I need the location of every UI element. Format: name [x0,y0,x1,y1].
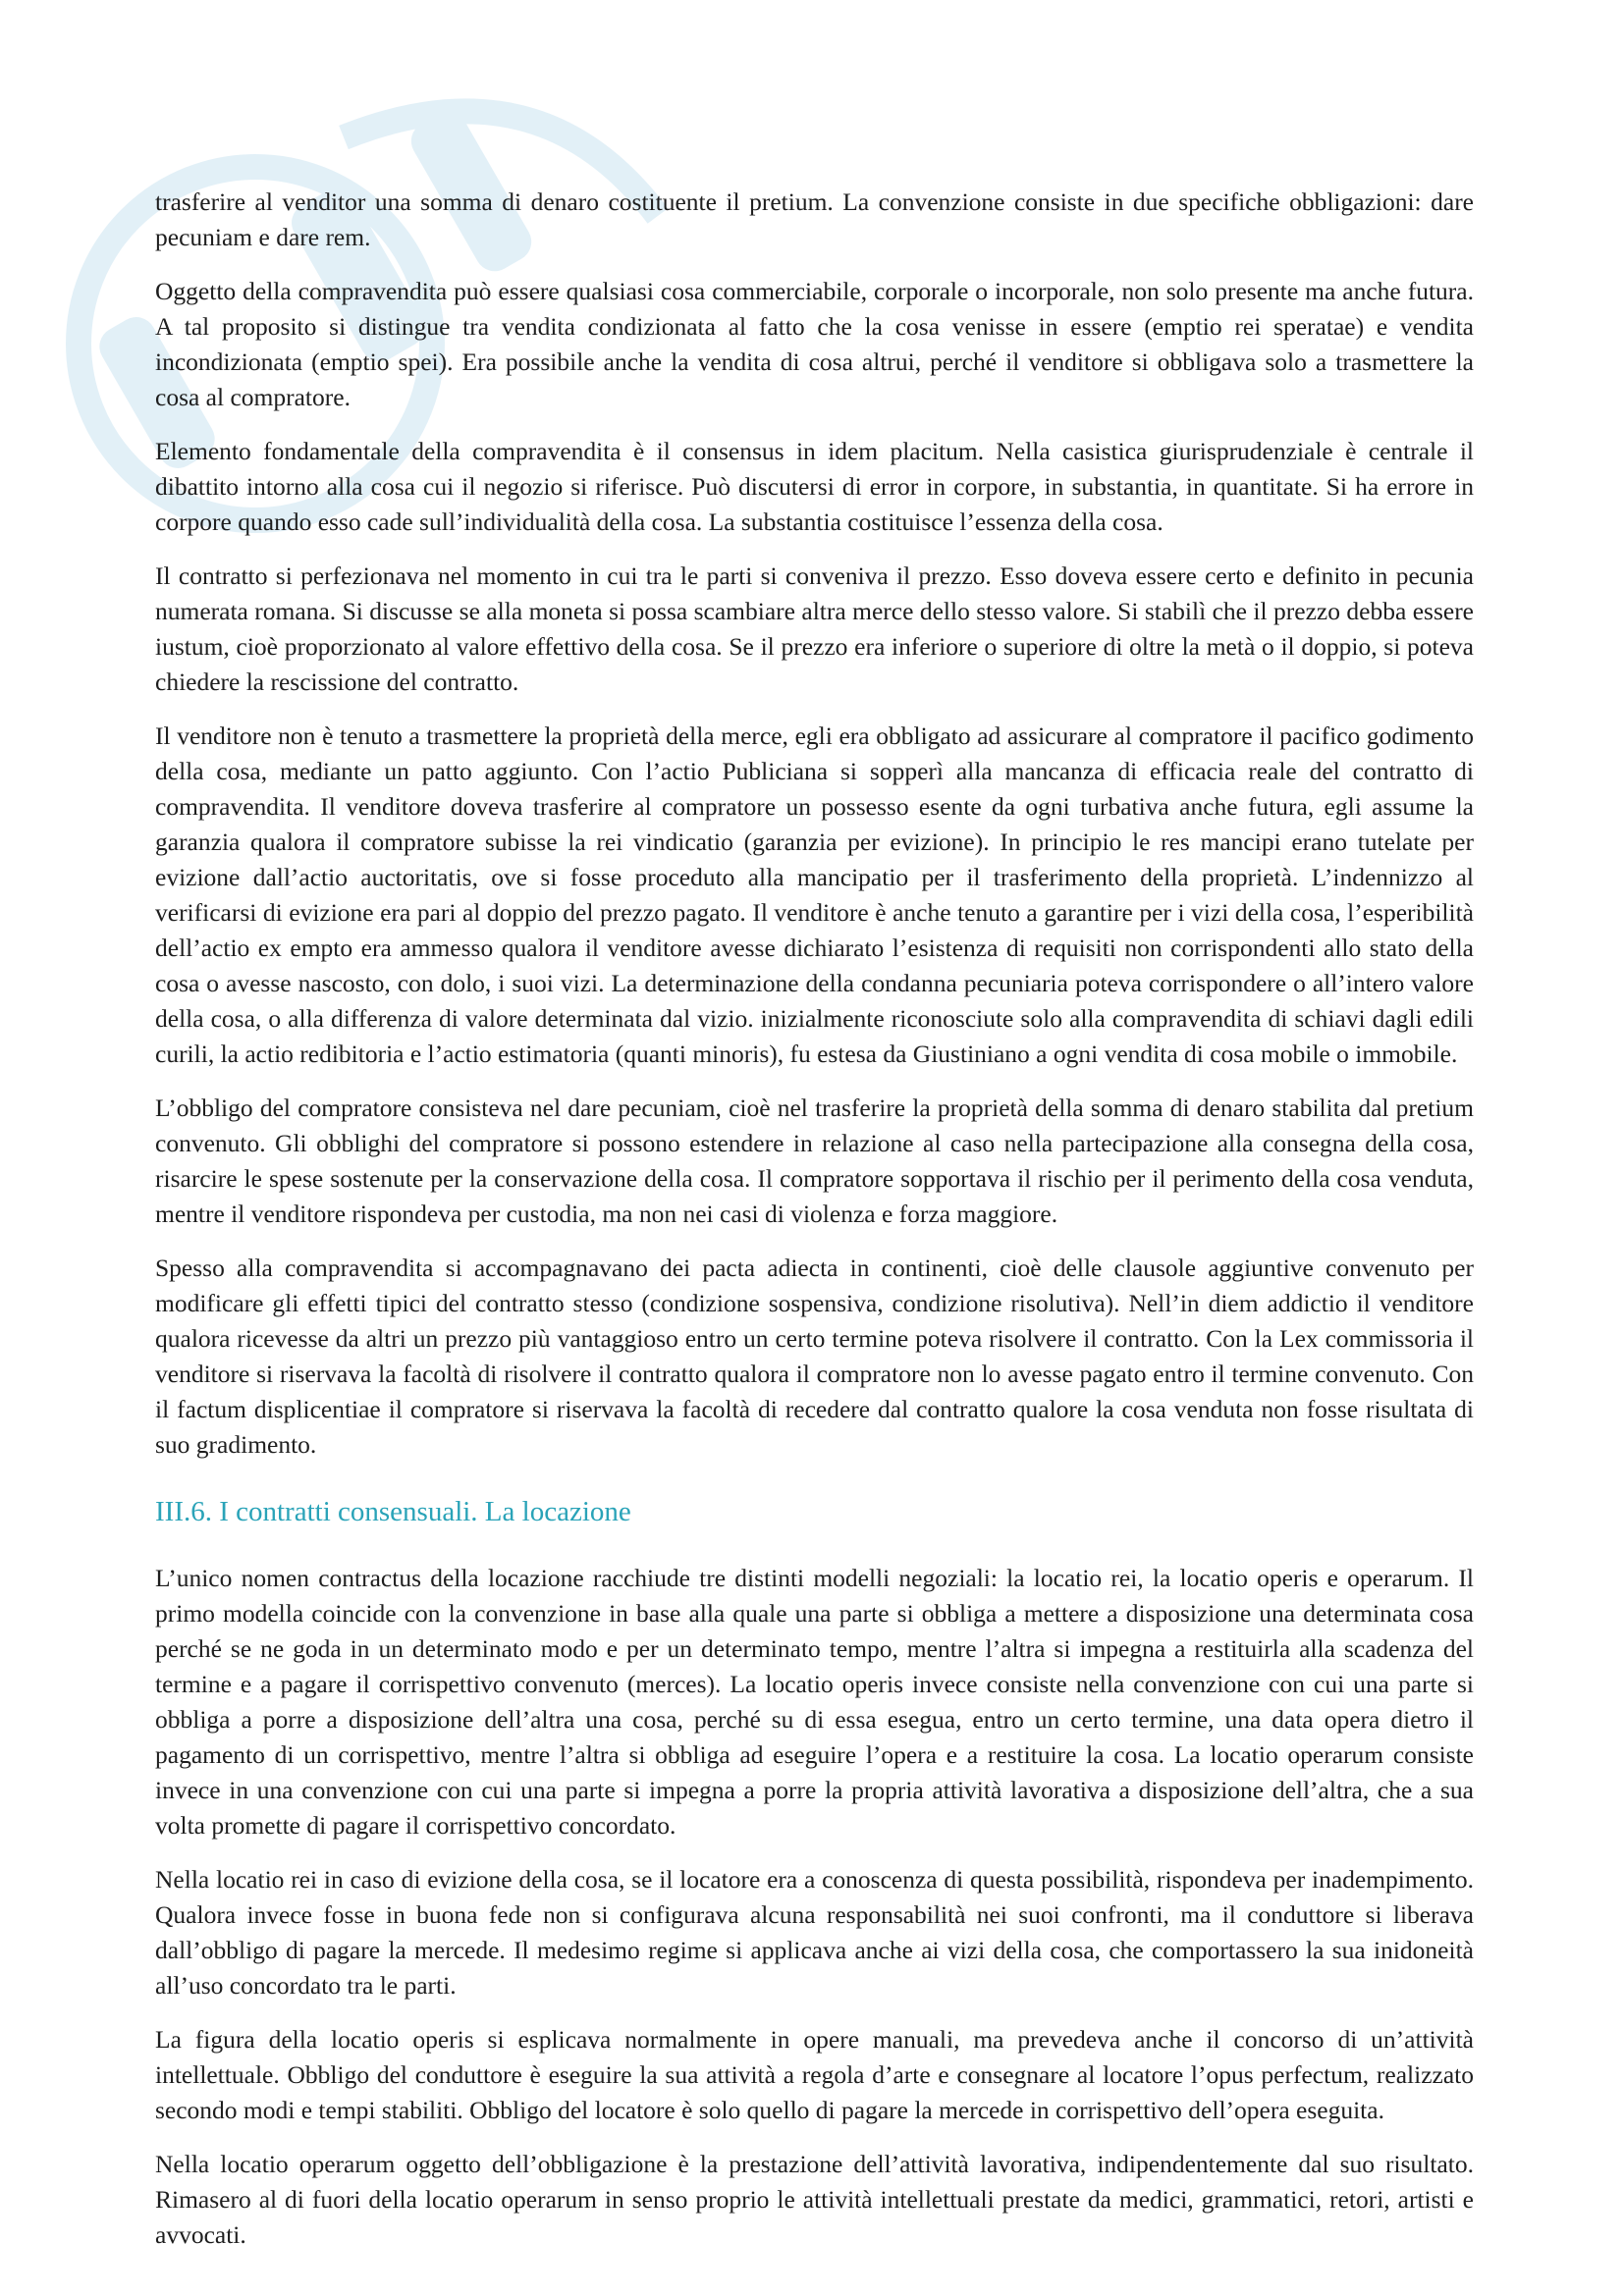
paragraph-4: Il contratto si perfezionava nel momento in cui tra le parti si conveniva il prezzo. Esso doveva essere certo e definito in pecunia numerata romana. Si discusse se alla moneta si possa scambiare altra merce dello stesso valore. Si stabilì che il prezzo debba essere iustum, cioè proporzionato al valore effettivo della cosa. Se il prezzo era inferiore o superiore di oltre la metà o il doppio, si poteva chiedere la rescissione del contratto. [155,561,1474,696]
paragraph-7: Spesso alla compravendita si accompagnavano dei pacta adiecta in continenti, cioè delle clausole aggiuntive convenuto per modificare gli effetti tipici del contratto stesso (condizione sospensiva, condizione risolutiva). Nell’in diem addictio il venditore qualora ricevesse da altri un prezzo più vantaggioso entro un certo termine poteva risolvere il contratto. Con la Lex commissoria il venditore si riservava la facoltà di risolvere il contratto qualora il compratore non lo avesse pagato entro il termine convenuto. Con il factum displicentiae il compratore si riservava la facoltà di recedere dal contratto qualore la cosa venduta non fosse risultata di suo gradimento. [155,1254,1474,1459]
paragraph-5: Il venditore non è tenuto a trasmettere la proprietà della merce, egli era obbligato ad assicurare al compratore il pacifico godimento della cosa, mediante un patto aggiunto. Con l’actio Publiciana si sopperì alla mancanza di efficacia reale del contratto di compravendita. Il venditore doveva trasferire al compratore un possesso esente da ogni turbativa anche futura, egli assume la garanzia qualora il compratore subisse la rei vindicatio (garanzia per evizione). In principio le res mancipi erano tutelate per evizione dall’actio auctoritatis, ove si fosse proceduto alla mancipatio per il trasferimento della proprietà. L’indennizzo al verificarsi di evizione era pari al doppio del prezzo pagato. Il venditore è anche tenuto a garantire per i vizi della cosa, l’esperibilità dell’actio ex empto era ammesso qualora il venditore avesse dichiarato l’esistenza di requisiti non corrispondenti allo stato della cosa o avesse nascosto, con dolo, i suoi vizi. La determinazione della condanna pecuniaria poteva corrispondere o all’intero valore della cosa, o alla differenza di valore determinata dal vizio. inizialmente riconosciute solo alla compravendita di schiavi dagli edili curili, la actio redibitoria e l’actio estimatoria (quanti minoris), fu estesa da Giustiniano a ogni vendita di cosa mobile o immobile. [155,721,1474,1068]
paragraph-3: Elemento fondamentale della compravendita è il consensus in idem placitum. Nella casistica giurisprudenziale è centrale il dibattito intorno alla cosa cui il negozio si riferisce. Può discutersi di error in corpore, in substantia, in quantitate. Si ha errore in corpore quando esso cade sull’individualità della cosa. La substantia costituisce l’essenza della cosa. [155,437,1474,536]
paragraph-1: trasferire al venditor una somma di denaro costituente il pretium. La convenzione consiste in due specifiche obbligazioni: dare pecuniam e dare rem. [155,187,1474,251]
paragraph-6: L’obbligo del compratore consisteva nel dare pecuniam, cioè nel trasferire la proprietà della somma di denaro stabilita dal pretium convenuto. Gli obblighi del compratore si possono estendere in relazione al caso nella partecipazione alla consegna della cosa, risarcire le spese sostenute per la conservazione della cosa. Il compratore sopportava il rischio per il perimento della cosa venduta, mentre il venditore rispondeva per custodia, ma non nei casi di violenza e forza maggiore. [155,1094,1474,1228]
paragraph-2: Oggetto della compravendita può essere qualsiasi cosa commerciabile, corporale o incorporale, non solo presente ma anche futura. A tal proposito si distingue tra vendita condizionata al fatto che la cosa venisse in essere (emptio rei speratae) e vendita incondizionata (emptio spei). Era possibile anche la vendita di cosa altrui, perché il venditore si obbligava solo a trasmettere la cosa al compratore. [155,277,1474,411]
paragraph-10: La figura della locatio operis si esplicava normalmente in opere manuali, ma prevedeva anche il concorso di un’attività intellettuale. Obbligo del conduttore è eseguire la sua attività a regola d’arte e consegnare al locatore l’opus perfectum, realizzato secondo modi e tempi stabiliti. Obbligo del locatore è solo quello di pagare la mercede in corrispettivo dell’opera eseguita. [155,2025,1474,2124]
paragraph-8: L’unico nomen contractus della locazione racchiude tre distinti modelli negoziali: la locatio rei, la locatio operis e operarum. Il primo modella coincide con la convenzione in base alla quale una parte si obbliga a mettere a disposizione una determinata cosa perché se ne goda in un determinato modo e per un determinato tempo, mentre l’altra si impegna a restituirla alla scadenza del termine e a pagare il corrispettivo convenuto (merces). La locatio operis invece consiste nella convenzione con cui una parte si obbliga a porre a disposizione dell’altra una cosa, perché su di essa esegua, entro un certo termine, una data opera dietro il pagamento di un corrispettivo, mentre l’altra si obbliga ad eseguire l’opera e a restituire la cosa. La locatio operarum consiste invece in una convenzione con cui una parte si impegna a porre la propria attività lavorativa a disposizione dell’altra, che a sua volta promette di pagare il corrispettivo concordato. [155,1564,1474,1840]
paragraph-11: Nella locatio operarum oggetto dell’obbligazione è la prestazione dell’attività lavorativa, indipendentemente dal suo risultato. Rimasero al di fuori della locatio operarum in senso proprio le attività intellettuali prestate da medici, grammatici, retori, artisti e avvocati. [155,2150,1474,2249]
paragraph-9: Nella locatio rei in caso di evizione della cosa, se il locatore era a conoscenza di questa possibilità, rispondeva per inadempimento. Qualora invece fosse in buona fede non si configurava alcuna responsabilità nei suoi confronti, ma il conduttore si liberava dall’obbligo di pagare la mercede. Il medesimo regime si applicava anche ai vizi della cosa, che comportassero la sua inidoneità all’uso concordato tra le parti. [155,1865,1474,2000]
section-heading: III.6. I contratti consensuali. La locazione [155,1496,631,1527]
